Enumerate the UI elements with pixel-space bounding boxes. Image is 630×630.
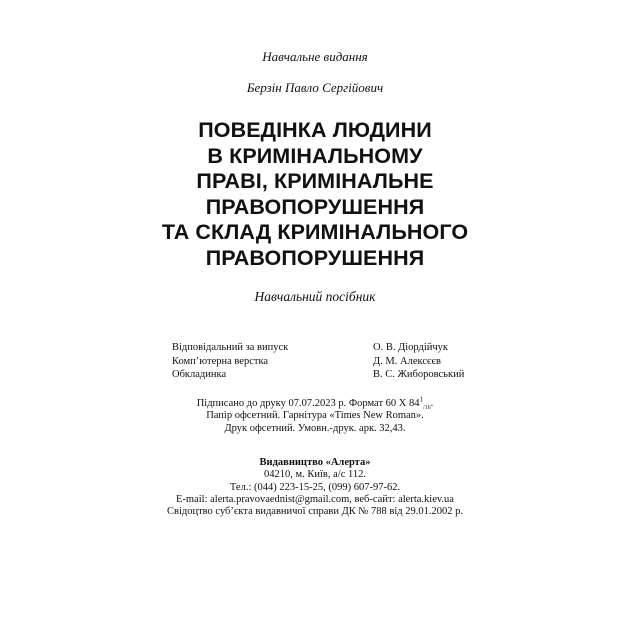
- publisher-block: [0, 457, 630, 518]
- credit-row: [172, 341, 492, 355]
- publisher-certificate: Свідоцтво суб’єкта видавничої справи ДК № 788 від 29.01.2002 р.: [166, 506, 464, 518]
- publisher-contacts: E-mail: alerta.pravovaednist@gmail.com, веб-сайт: alerta.kiev.ua: [176, 493, 454, 505]
- print-spec-end: .: [430, 398, 434, 409]
- print-spec-text: Підписано до друку 07.07.2023 р. Формат 60 Х 84: [196, 398, 420, 409]
- title-line: ПРАВОПОРУШЕННЯ: [205, 245, 425, 270]
- print-specs: [0, 395, 630, 435]
- book-subtitle: Навчальний посібник: [254, 289, 376, 304]
- series-label: Навчальне видання: [262, 49, 368, 64]
- credit-row: [172, 355, 492, 369]
- credit-role: Відповідальний за випуск: [172, 342, 289, 353]
- credit-role: Обкладинка: [172, 369, 227, 380]
- print-spec-line: [0, 395, 630, 412]
- title-line: ТА СКЛАД КРИМІНАЛЬНОГО: [161, 220, 469, 244]
- publisher-address: 04210, м. Київ, а/с 112.: [264, 469, 366, 481]
- book-title: [95, 118, 535, 271]
- print-spec-line: Папір офсетний. Гарнітура «Times New Roman».: [206, 410, 424, 422]
- credit-row: [172, 368, 492, 382]
- credit-person: О. В. Діордійчук: [373, 342, 449, 353]
- format-subscript: /16: [423, 405, 431, 412]
- publisher-name: Видавництво «Алерта»: [259, 457, 371, 468]
- author-name: Берзін Павло Сергійович: [246, 80, 384, 95]
- credits-block: [172, 341, 492, 382]
- title-line: ПРАВІ, КРИМІНАЛЬНЕ: [196, 169, 434, 193]
- credit-person: Д. М. Алексєєв: [373, 355, 441, 367]
- print-spec-line: Друк офсетний. Умовн.-друк. арк. 32,43.: [224, 422, 406, 434]
- publisher-phone: Тел.: (044) 223-15-25, (099) 607-97-62.: [229, 481, 401, 493]
- title-line: ПРАВОПОРУШЕННЯ: [205, 194, 425, 219]
- format-superscript: 1: [419, 395, 423, 404]
- title-line: В КРИМІНАЛЬНОМУ: [207, 143, 423, 168]
- credit-person: В. С. Жиборовський: [373, 369, 465, 380]
- title-line: ПОВЕДІНКА ЛЮДИНИ: [198, 118, 432, 142]
- credit-role: Комп’ютерна верстка: [172, 355, 269, 367]
